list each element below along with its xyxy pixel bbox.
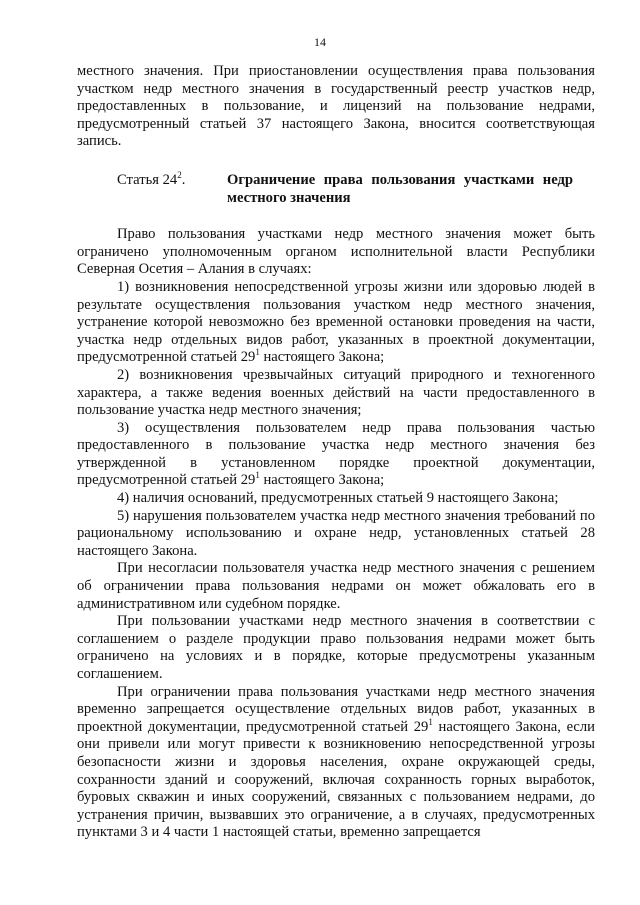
paragraph-restriction-text: При ограничении права пользования участками недр местного значения временно запрещается осуществление отдельных видов работ, указанных в проектной документации, предусмотренной статьей 29 [77,683,595,735]
paragraph-disagreement: При несогласии пользователя участка недр местного значения с решением об ограничении права пользования недрами он может обжаловать его в административном или судебном порядке. [77,560,595,612]
article-label-tail: . [181,171,186,188]
list-item-1 [77,279,595,367]
list-item-1-text: 1) возникновения непосредственной угрозы жизни или здоровью людей в результате осуществления пользования участком недр местного значения, устранение которой невозможно без временной остановки проведения на части, участка недр отдельных видов работ, указанных в проектной документации, предусмотренной статьей 29 [77,278,595,366]
paragraph-production-sharing: При пользовании участками недр местного значения в соответствии с соглашением о разделе продукции право пользования недрами может быть ограничено на условиях и в порядке, которые предусмотрены указанным соглашением. [77,613,595,682]
article-number [77,172,227,207]
list-item-1-tail: настоящего Закона; [259,349,385,366]
list-item-3-superscript: 1 [255,470,260,481]
document-body [77,63,595,842]
paragraph-restriction-superscript: 1 [428,716,433,727]
article-label: Статья 24 [117,171,178,188]
list-item-3 [77,420,595,490]
article-title: Ограничение права пользования участками недр местного значения [227,171,573,206]
paragraph-restriction-tail: настоящего Закона, если они привели или могут привести к возникновению непосредственной угрозы безопасности жизни и здоровья населения, охране окружающей среды, сохранности зданий и сооружений, включая сохранность горных выработок, буровых скважин и иных сооружений, связанных с пользованием недрами, до устранения причин, вызвавших это ограничение, а в случаях, предусмотренных пунктами 3 и 4 части 1 настоящей статьи, временно запрещается [77,718,595,841]
list-item-4: 4) наличия оснований, предусмотренных статьей 9 настоящего Закона; [117,490,559,507]
article-heading [77,172,595,207]
intro-paragraph: местного значения. При приостановлении осуществления права пользования участком недр местного значения в государственный реестр участков недр, предоставленных в пользование, и лицензий на пользование недрами, предусмотренный статьей 37 настоящего Закона, вносится соответствующая запись. [77,63,595,150]
article-label-superscript: 2 [177,170,182,181]
paragraph-restriction [77,684,595,842]
list-item-2: 2) возникновения чрезвычайных ситуаций природного и техногенного характера, а также ведения военных действий на части предоставленного в пользование участка недр местного значения; [77,366,595,419]
list-item-3-tail: настоящего Закона; [259,472,385,489]
list-item-1-superscript: 1 [255,347,260,358]
paragraph-intro-cases: Право пользования участками недр местного значения может быть ограничено уполномоченным органом исполнительной власти Республики Северная Осетия – Алания в случаях: [77,226,595,278]
list-item-3-text: 3) осуществления пользователем недр права пользования частью предоставленного в пользование участка недр местного значения без утвержденной в установленном порядке проектной документации, предусмотренной статьей 29 [77,419,595,489]
page-number: 14 [314,35,326,49]
list-item-5: 5) нарушения пользователем участка недр местного значения требований по рациональному использованию и охране недр, установленных статьей 28 настоящего Закона. [77,507,595,559]
